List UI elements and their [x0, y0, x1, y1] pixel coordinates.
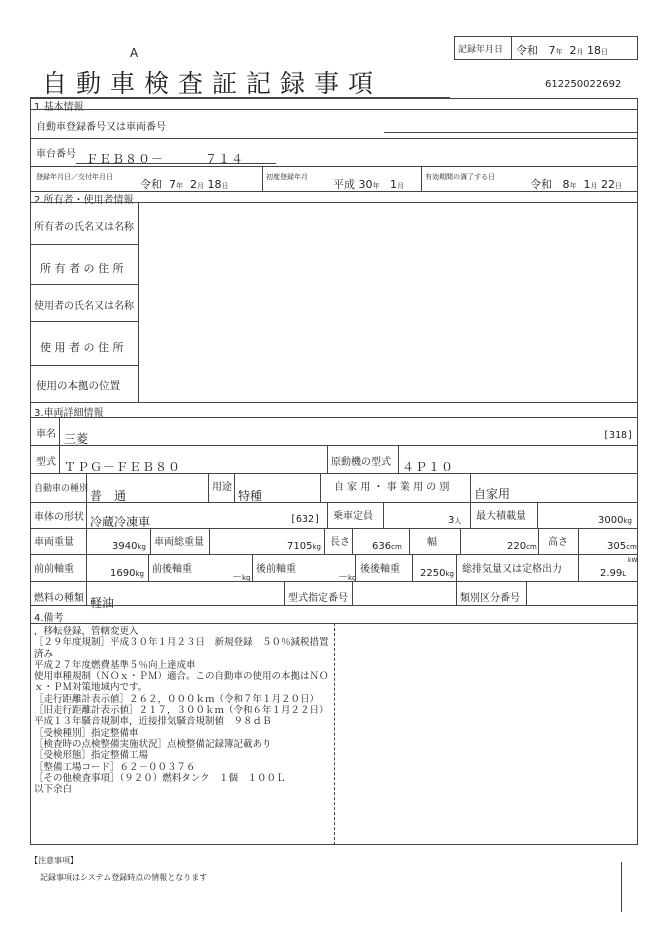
- owner-address-label: 所 有 者 の 住 所: [40, 262, 124, 275]
- gross-weight-label: 車両総重量: [154, 537, 204, 548]
- max-load-value: 3000kg: [598, 515, 632, 526]
- car-name-value: 三菱: [64, 432, 89, 446]
- user-name-label: 使用者の氏名又は名称: [34, 301, 134, 312]
- remark-line: 平成１３年騒音規制車，近接排気騒音規制値 ９８ｄＢ: [34, 716, 272, 728]
- first-reg-label: 初度登録年月: [266, 173, 308, 181]
- height-label: 高さ: [548, 537, 568, 548]
- vehicle-weight-label: 車両重量: [34, 537, 74, 548]
- vehicle-weight-value: 3940kg: [112, 541, 146, 552]
- displacement-unit-kw: kW: [628, 557, 638, 564]
- reg-number-label: 自動車登録番号又は車両番号: [36, 122, 166, 133]
- rear-rear-axle-label: 後後軸重: [360, 564, 400, 575]
- gross-weight-value: 7105kg: [287, 541, 321, 552]
- chassis-value-2: ７１４: [205, 152, 245, 166]
- user-address-label: 使 用 者 の 住 所: [40, 341, 124, 354]
- document-number: 612250022692: [545, 79, 622, 90]
- remark-line: 使用車種規制（ＮＯｘ・ＰＭ）適合。この自動車の使用の本拠はＮＯ: [34, 671, 329, 683]
- width-value: 220cm: [507, 541, 537, 552]
- remark-line: 済み: [34, 648, 54, 660]
- capacity-label: 乗車定員: [333, 511, 373, 522]
- section3-heading: 3.車両詳細情報: [34, 408, 104, 419]
- redaction-mask: [139, 203, 637, 401]
- height-value: 305cm: [607, 541, 637, 552]
- front-front-axle-value: 1690kg: [110, 568, 144, 579]
- notes-text: 記録事項はシステム登録時点の情報となります: [40, 873, 208, 882]
- front-rear-axle-value: －kg: [232, 572, 251, 583]
- use-label: 用途: [212, 482, 232, 493]
- front-rear-axle-label: 前後軸重: [152, 564, 192, 575]
- base-location-label: 使用の本拠の位置: [36, 380, 120, 392]
- remark-line: ［受検種別］指定整備車: [34, 727, 139, 739]
- vehicle-type-value: 普 通: [90, 489, 127, 503]
- remark-line: ［その他検査事項］（９２０）燃料タンク １個 １００Ｌ: [34, 772, 286, 784]
- remark-line: ［受検形態］指定整備工場: [34, 750, 149, 762]
- remark-line: 平成２７年度燃費基準５％向上達成車: [34, 659, 196, 671]
- front-front-axle-label: 前前軸重: [34, 564, 74, 575]
- document-title: 自動車検査証記録事項: [42, 69, 383, 98]
- fuel-type-value: 軽油: [90, 596, 115, 610]
- use-value: 特種: [238, 489, 263, 503]
- body-shape-value: 冷蔵冷凍車: [90, 515, 151, 529]
- rear-rear-axle-value: 2250kg: [420, 568, 454, 579]
- remark-line: 以下余白: [34, 784, 73, 796]
- car-name-label: 車名: [36, 429, 56, 440]
- remark-line: ［２９年度規制］平成３０年１月２３日 新規登録 ５０％減税措置: [34, 637, 329, 649]
- fuel-type-label: 燃料の種類: [34, 593, 84, 604]
- remark-line: ，移転登録，管轄変更入: [34, 626, 139, 637]
- remarks-block: [34, 626, 329, 795]
- section4-heading: 4.備考: [34, 613, 64, 624]
- section2-heading: 2.所有者・使用者情報: [34, 195, 134, 206]
- displacement-label: 総排気量又は定格出力: [462, 564, 562, 575]
- rear-front-axle-value: －kg: [338, 572, 357, 583]
- first-reg-value: 平成 30年 1月: [333, 178, 404, 191]
- remark-line: ［走行距離計表示値］２６２，０００ｋｍ（令和７年１月２０日）: [34, 693, 320, 705]
- expiry-value: 令和 8年 1月 22日: [530, 178, 622, 191]
- body-shape-code: [632]: [290, 514, 321, 525]
- displacement-value: 2.99L: [600, 568, 627, 579]
- private-business-label: 自 家 用 ・ 事 業 用 の 別: [334, 482, 450, 493]
- width-label: 幅: [427, 537, 437, 548]
- rear-front-axle-label: 後前軸重: [256, 564, 296, 575]
- section1-heading: 1.基本情報: [34, 102, 84, 113]
- chassis-value: ＦＥＢ８０－: [86, 152, 165, 166]
- max-load-label: 最大積載量: [476, 511, 526, 522]
- type-designation-label: 型式指定番号: [288, 593, 348, 604]
- length-label: 長さ: [330, 537, 350, 548]
- reg-date-label: 登録年月日／交付年月日: [36, 173, 113, 181]
- owner-name-label: 所有者の氏名又は名称: [34, 222, 134, 233]
- length-value: 636cm: [372, 541, 402, 552]
- expiry-label: 有効期間の満了する日: [425, 173, 495, 181]
- grade-mark: A: [130, 46, 139, 60]
- record-date-value: 令和 7年 2月 18日: [516, 44, 608, 57]
- chassis-label: 車台番号: [36, 149, 76, 160]
- remark-line: ［旧走行距離計表示値］２１７，３００ｋｍ（令和６年１月２２日）: [34, 705, 329, 717]
- car-name-code: [318]: [603, 430, 634, 441]
- vehicle-type-label: 自動車の種別: [34, 484, 89, 494]
- notes-heading: 【注意事項】: [30, 856, 78, 865]
- remark-line: ［検査時の点検整備実施状況］点検整備記録簿記載あり: [34, 738, 272, 750]
- body-shape-label: 車体の形状: [34, 512, 84, 523]
- category-number-label: 類別区分番号: [460, 593, 520, 604]
- remark-line: ｘ・ＰＭ対策地域内です。: [34, 682, 148, 694]
- private-business-value: 自家用: [474, 487, 511, 501]
- model-value: ＴＰＧ－ＦＥＢ８０: [64, 460, 182, 474]
- model-label: 型式: [36, 457, 56, 468]
- engine-model-label: 原動機の型式: [331, 457, 391, 468]
- engine-model-value: ４Ｐ１０: [402, 460, 455, 474]
- record-date-label: 記録年月日: [458, 45, 504, 55]
- reg-date-value: 令和 7年 2月 18日: [140, 178, 229, 191]
- capacity-value: 3人: [448, 515, 462, 526]
- remark-line: ［整備工場コード］６２－００３７６: [34, 761, 196, 773]
